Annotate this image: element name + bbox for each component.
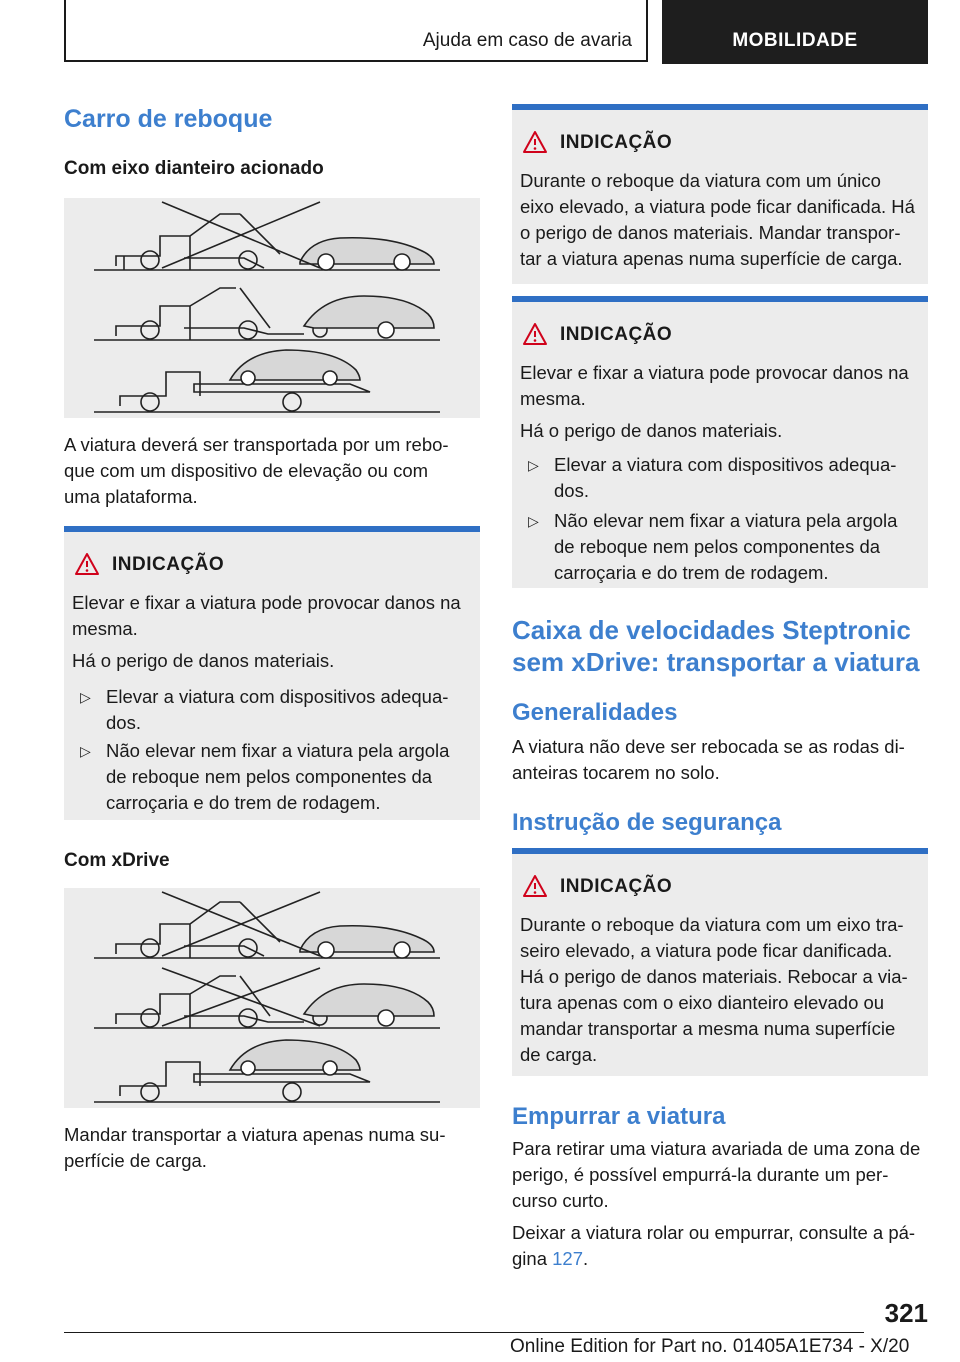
text-line: dos.	[106, 712, 141, 733]
notice-text	[520, 912, 918, 1068]
heading-steptronic	[512, 614, 920, 678]
notice-title: INDICAÇÃO	[112, 554, 225, 575]
text-line: Há o perigo de danos materiais. Rebocar a via-	[520, 966, 908, 987]
text-line: mesma.	[520, 388, 586, 409]
heading-tow-truck: Carro de reboque	[64, 105, 273, 133]
text-line: Caixa de velocidades Steptronic	[512, 615, 911, 645]
notice-box-right-3	[512, 848, 928, 1076]
text-line: uma plataforma.	[64, 486, 198, 507]
notice-title: INDICAÇÃO	[560, 132, 673, 153]
subheading-front-axle: Com eixo dianteiro acionado	[64, 158, 324, 179]
text-line: de reboque nem pelos componentes da	[106, 766, 433, 787]
paragraph-empurrar-1	[512, 1136, 928, 1214]
paragraph-transport	[64, 432, 480, 510]
triangle-bullet-icon: ▷	[528, 513, 539, 529]
paragraph-xdrive-transport	[64, 1122, 480, 1174]
text-line: perfície de carga.	[64, 1150, 207, 1171]
text-line: eixo elevado, a viatura pode ficar danificada. Há	[520, 196, 915, 217]
paragraph-generalidades	[512, 734, 928, 786]
text-line: perigo, é possível empurrá-la durante um per-	[512, 1164, 889, 1185]
text-line: sem xDrive: transportar a viatura	[512, 647, 920, 677]
notice-box-left	[64, 526, 480, 820]
tow-illustration-front-axle	[64, 198, 480, 418]
warning-icon	[74, 552, 100, 576]
heading-generalidades: Generalidades	[512, 699, 678, 726]
chapter-tab	[662, 0, 928, 64]
text-line: o perigo de danos materiais. Mandar transpor-	[520, 222, 901, 243]
text-line: anteiras tocarem no solo.	[512, 762, 720, 783]
text-line: A viatura não deve ser rebocada se as rodas di-	[512, 736, 905, 757]
text-line: dos.	[554, 480, 589, 501]
tow-diagram-1	[64, 198, 480, 418]
text-line: gina	[512, 1248, 553, 1269]
text-line: que com um dispositivo de elevação ou com	[64, 460, 429, 481]
notice-text: Há o perigo de danos materiais.	[72, 650, 335, 671]
notice-box-right-2	[512, 296, 928, 588]
text-line: Elevar a viatura com dispositivos adequa-	[554, 454, 897, 475]
footer-divider	[64, 1332, 864, 1333]
triangle-bullet-icon: ▷	[80, 689, 91, 705]
page-number: 321	[884, 1298, 928, 1328]
notice-text	[520, 360, 918, 412]
text-line: .	[583, 1248, 589, 1269]
bullet-item	[80, 684, 470, 736]
page-link-127[interactable]: 127	[552, 1248, 583, 1269]
tow-diagram-2	[64, 888, 480, 1108]
text-line: Não elevar nem fixar a viatura pela argola	[554, 510, 898, 531]
text-line: Mandar transportar a viatura apenas numa su-	[64, 1124, 446, 1145]
bullet-item	[528, 508, 918, 586]
tow-illustration-xdrive	[64, 888, 480, 1108]
chapter-title: MOBILIDADE	[732, 30, 858, 51]
text-line: tura apenas com o eixo dianteiro elevado ou	[520, 992, 885, 1013]
warning-icon	[522, 130, 548, 154]
warning-icon	[522, 874, 548, 898]
paragraph-empurrar-2	[512, 1220, 928, 1272]
subheading-xdrive: Com xDrive	[64, 850, 170, 871]
text-line: curso curto.	[512, 1190, 609, 1211]
text-line: Durante o reboque da viatura com um único	[520, 170, 881, 191]
page-header	[64, 0, 928, 64]
text-line: Para retirar uma viatura avariada de uma zona de	[512, 1138, 921, 1159]
text-line: seiro elevado, a viatura pode ficar danificada.	[520, 940, 893, 961]
text-line: tar a viatura apenas numa superfície de carga.	[520, 248, 903, 269]
heading-empurrar: Empurrar a viatura	[512, 1103, 726, 1130]
triangle-bullet-icon: ▷	[528, 457, 539, 473]
notice-text	[520, 168, 918, 272]
text-line: mandar transportar a mesma numa superfície	[520, 1018, 896, 1039]
section-title: Ajuda em caso de avaria	[422, 30, 632, 51]
warning-icon	[522, 322, 548, 346]
text-line: carroçaria e do trem de rodagem.	[554, 562, 829, 583]
section-tab	[64, 0, 648, 62]
text-line: Elevar e fixar a viatura pode provocar danos na	[520, 362, 909, 383]
bullet-item	[80, 738, 470, 816]
text-line: Deixar a viatura rolar ou empurrar, consulte a pá-	[512, 1222, 916, 1243]
notice-text: Há o perigo de danos materiais.	[520, 420, 783, 441]
text-line: Não elevar nem fixar a viatura pela argola	[106, 740, 450, 761]
text-line: mesma.	[72, 618, 138, 639]
notice-text	[72, 590, 470, 642]
notice-box-right-1	[512, 104, 928, 284]
triangle-bullet-icon: ▷	[80, 743, 91, 759]
text-line: Durante o reboque da viatura com um eixo tra-	[520, 914, 904, 935]
text-line: de reboque nem pelos componentes da	[554, 536, 881, 557]
notice-title: INDICAÇÃO	[560, 324, 673, 345]
text-line: Elevar a viatura com dispositivos adequa-	[106, 686, 449, 707]
text-line: A viatura deverá ser transportada por um rebo-	[64, 434, 449, 455]
text-line: carroçaria e do trem de rodagem.	[106, 792, 381, 813]
heading-seguranca: Instrução de segurança	[512, 809, 782, 836]
bullet-item	[528, 452, 918, 504]
text-line: Elevar e fixar a viatura pode provocar danos na	[72, 592, 461, 613]
footer-edition: Online Edition for Part no. 01405A1E734 - X/20	[510, 1336, 910, 1357]
text-line: de carga.	[520, 1044, 598, 1065]
notice-title: INDICAÇÃO	[560, 876, 673, 897]
